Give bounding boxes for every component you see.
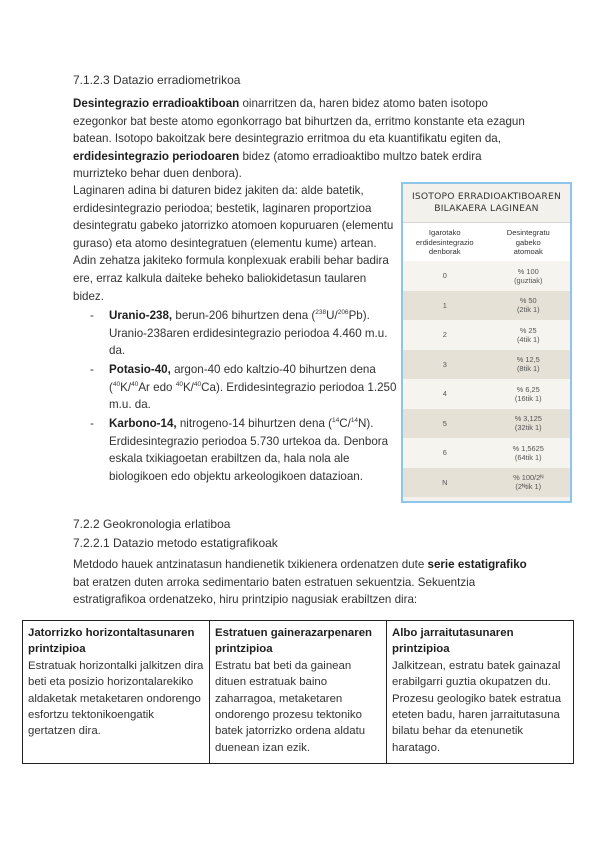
table-row: N % 100/2ᴺ (2ᴺtik 1) [403, 468, 570, 498]
header-undecayed-atoms: Desintegratu gabeko atomoak [506, 228, 550, 256]
table-row: 2 % 25 (4tik 1) [403, 320, 570, 350]
section-heading-relative: 7.2.2 Geokronologia erlatiboa [73, 517, 231, 531]
isotope-table-header [403, 222, 570, 261]
stratigraphic-paragraph: Metdodo hauek antzinatasun handienetik txikienera ordenatzen dute serie estatigrafiko bat eratzen duten arroka sedimentario baten estratuen sekuentzia. Sekuentzia estratigrafikoa ordenatzeko, hiru printzipio nagusiak erabiltzen dira: [73, 558, 527, 607]
term-radioactive-decay: Desintegrazio erradioaktiboan [73, 97, 240, 110]
section-heading-stratigraphic: 7.2.2.1 Datazio metodo estatigrafikoak [73, 536, 278, 550]
intro-paragraph: Desintegrazio erradioaktiboan oinarritzen da, haren bidez atomo baten isotopo ezegonkor bat beste atomo egonkorrago bat bihurtzen da, erritmo konstante eta ezagun batean. Isotopo bakoitzak bere desintegrazio erritmoa du eta kuantifikatu egiten da, erdidesintegrazio periodoaren bidez (atomo erradioaktibo multzo batek erdira murrizteko behar duen denbora). [73, 97, 525, 181]
table-row: 3 % 12,5 (8tik 1) [403, 350, 570, 380]
principle-superposition: Estratuen gainerazarpenaren printzipioa Estratu bat beti da gainean dituen estratuak baino zaharragoa, metaketaren ondorengo prozesu tektoniko batek jatorrizko ordena aldatu duenean izan ezik. [209, 621, 386, 763]
term-half-life: erdidesintegrazio periodoaren [73, 149, 240, 163]
table-row: 6 % 1,5625 (64tik 1) [403, 438, 570, 468]
section-heading-radiometric: 7.1.2.3 Datazio erradiometrikoa [73, 73, 241, 87]
principle-horizontality: Jatorrizko horizontaltasunaren printzipioa Estratuak horizontalki jalkitzen dira beti eta posizio horizontalarekiko aldaketak metaketaren ondorengo esfortzu tektonikoengatik gertatzen dira. [28, 627, 204, 738]
sample-age-paragraph: Laginaren adina bi daturen bidez jakiten da: alde batetik, erdidesintegrazio periodoa; bestetik, laginaren proportzioa desintegratu gabeko jatorrizko atomoen kopuruaren (elementu guraso) eta atomo desintegratuen (elementu kume) artean. Adin zehatza jakiteko formula konplexuak erabili behar badira ere, erraz kalkula daiteke beheko baliokidetasun taularen bidez. [73, 184, 394, 303]
bullet-potassium: - Potasio-40, argon-40 edo kaltzio-40 bihurtzen dena ($^{40}$K/$^{40}$Ar edo $^{40}$K/$^{40}$Ca). Erdidesintegrazio periodoa 1.250 m.u. da. [90, 363, 397, 412]
table-row: 1 % 50 (2tik 1) [403, 291, 570, 321]
table-row: 5 % 3,125 (32tik 1) [403, 409, 570, 439]
isotope-evolution-table [401, 182, 572, 503]
table-row: 0 % 100 (guztiak) [403, 261, 570, 291]
isotope-table-title: ISOTOPO ERRADIOAKTIBOAREN BILAKAERA LAGINEAN [411, 191, 562, 214]
principles-table [22, 620, 574, 764]
principle-lateral-continuity: Albo jarraitutasunaren printzipioa Jalkitzean, estratu batek gainazal erabilgarri guztia okupatzen du. Prozesu geologiko batek estratua eteten badu, haren jarraitutasuna bilatu behar da etenunetik haratago. [386, 621, 573, 763]
header-half-lives: Igarotako erdidesintegrazio denborak [415, 228, 474, 256]
bullet-uranium: - Uranio-238, berun-206 bihurtzen dena ($^{238}$U/$^{206}$Pb). Uranio-238aren erdidesintegrazio periodoa 4.460 m.u. da. [90, 309, 388, 358]
term-stratigraphic-series: serie estatigrafiko [427, 558, 527, 571]
bullet-carbon: - Karbono-14, nitrogeno-14 bihurtzen dena ($^{14}$C/$^{14}$N). Erdidesintegrazio periodoa 5.730 urtekoa da. Denbora eskala txikiagoetan erabiltzen da, hala nola ale biologikoen edo objektu arkeologikoen datazioan. [90, 417, 389, 483]
table-row: 4 % 6,25 (16tik 1) [403, 379, 570, 409]
